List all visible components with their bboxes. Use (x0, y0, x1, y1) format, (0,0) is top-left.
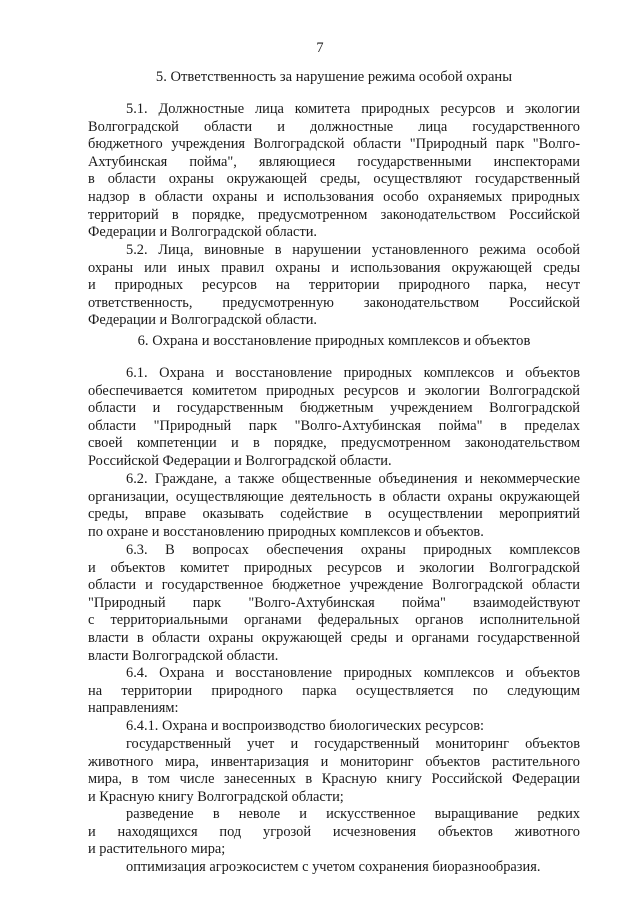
paragraph-line: бюджетного учреждения Волгоградской области "Природный парк "Волго- (88, 136, 580, 153)
paragraph-line: организации, осуществляющие деятельность в области охраны окружающей (88, 488, 580, 505)
paragraph-6-1 (88, 365, 580, 471)
paragraph-line: обеспечивается комитетом природных ресурсов и экологии Волгоградской (88, 382, 580, 399)
paragraph-line: в области охраны окружающей среды, осуществляют государственный (88, 171, 580, 188)
paragraph-6-3 (88, 542, 580, 665)
paragraph-line: "Природный парк "Волго-Ахтубинская пойма" взаимодействуют (88, 594, 580, 611)
paragraph-line: 5.2. Лица, виновные в нарушении установленного режима особой (126, 242, 580, 258)
paragraph-line: Федерации и Волгоградской области. (88, 312, 318, 329)
paragraph-line: 6.4. Охрана и восстановление природных комплексов и объектов (126, 665, 580, 681)
paragraph-line: надзор в области охраны и использования особо охраняемых природных (88, 188, 580, 205)
paragraph-line: и природных ресурсов на территории природного парка, несут (88, 277, 580, 294)
paragraph-line: государственный учет и государственный мониторинг объектов (126, 736, 580, 752)
paragraph-6-2 (88, 471, 580, 541)
section-6-heading: 6. Охрана и восстановление природных комплексов и объектов (137, 333, 531, 349)
paragraph-line: Российской Федерации и Волгоградской области. (88, 452, 392, 469)
paragraph-6-4 (88, 665, 580, 718)
paragraph-line: 6.3. В вопросах обеспечения охраны природных комплексов (126, 542, 580, 558)
paragraph-line: направлениям: (88, 700, 179, 717)
paragraph-agroecosystems (88, 859, 580, 877)
paragraph-line: и Красную книгу Волгоградской области; (88, 788, 344, 805)
paragraph-line: и растительного мира; (88, 841, 226, 858)
paragraph-line: области "Природный парк "Волго-Ахтубинская пойма" в пределах (88, 417, 580, 434)
paragraph-breeding (88, 806, 580, 859)
paragraph-line: по охране и восстановлению природных комплексов и объектов. (88, 523, 484, 540)
paragraph-5-2 (88, 242, 580, 330)
paragraph-line: 6.2. Граждане, а также общественные объединения и некоммерческие (126, 471, 580, 487)
paragraph-line: области и государственным бюджетным учреждением Волгоградской (88, 400, 580, 417)
page-number: 7 (316, 40, 324, 56)
paragraph-line: области и государственное бюджетное учреждение Волгоградской области (88, 577, 580, 594)
paragraph-line: охраны или иных правил охраны и использования окружающей среды (88, 259, 580, 276)
paragraph-line: мира, в том числе занесенных в Красную книгу Российской Федерации (88, 771, 580, 788)
paragraph-line: оптимизация агроэкосистем с учетом сохранения биоразнообразия. (126, 859, 541, 875)
paragraph-6-4-1 (88, 718, 580, 736)
paragraph-monitoring (88, 736, 580, 806)
paragraph-line: территорий в порядке, предусмотренном законодательством Российской (88, 206, 580, 223)
paragraph-line: на территории природного парка осуществляется по следующим (88, 682, 580, 699)
paragraph-line: власти в области охраны окружающей среды и органами государственной (88, 629, 580, 646)
paragraph-line: власти Волгоградской области. (88, 647, 279, 664)
paragraph-line: и объектов комитет природных ресурсов и экологии Волгоградской (88, 559, 580, 576)
paragraph-line: животного мира, инвентаризация и мониторинг объектов растительного (88, 753, 580, 770)
paragraph-line: с территориальными органами федеральных органов исполнительной (88, 612, 580, 629)
section-5-heading: 5. Ответственность за нарушение режима особой охраны (155, 69, 513, 85)
paragraph-line: Волгоградской области и должностные лица государственного (88, 118, 580, 135)
paragraph-line: ответственность, предусмотренную законодательством Российской (88, 294, 580, 311)
paragraph-line: среды, вправе оказывать содействие в осуществлении мероприятий (88, 506, 580, 523)
paragraph-line: 6.1. Охрана и восстановление природных комплексов и объектов (126, 365, 580, 381)
paragraph-line: и находящихся под угрозой исчезновения объектов животного (88, 823, 580, 840)
paragraph-line: Федерации и Волгоградской области. (88, 224, 318, 241)
paragraph-line: 6.4.1. Охрана и воспроизводство биологических ресурсов: (126, 718, 484, 734)
paragraph-line: своей компетенции и в порядке, предусмотренном законодательством (88, 435, 580, 452)
paragraph-line: 5.1. Должностные лица комитета природных ресурсов и экологии (126, 101, 580, 117)
paragraph-5-1 (88, 101, 580, 242)
paragraph-line: Ахтубинская пойма", являющиеся государственными инспекторами (88, 153, 580, 170)
paragraph-line: разведение в неволе и искусственное выращивание редких (126, 806, 580, 822)
